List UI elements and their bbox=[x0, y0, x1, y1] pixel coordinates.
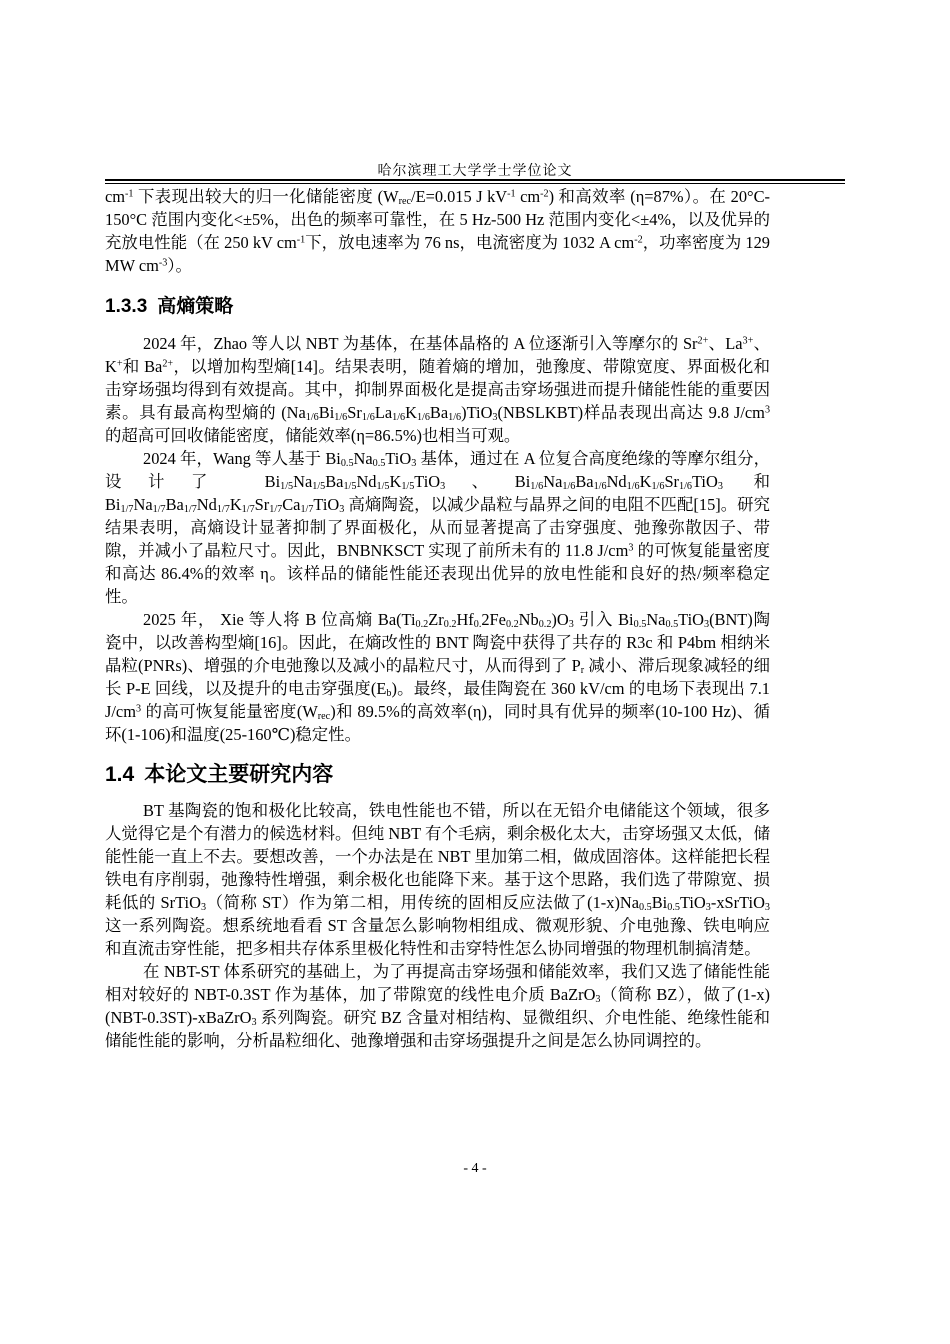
text-run: （简称 ST）作为第二相，用传统的固相反应法做了(1- bbox=[206, 893, 607, 912]
subscript: rec bbox=[398, 196, 411, 208]
subscript: 0. bbox=[473, 619, 482, 631]
text-run: η bbox=[472, 702, 482, 721]
superscript: 3+ bbox=[742, 335, 754, 347]
subscript: 1/7 bbox=[300, 504, 314, 516]
text-run: ) 和高效率 ( bbox=[548, 187, 636, 206]
paragraph bbox=[105, 799, 770, 960]
subscript: 1/6 bbox=[334, 412, 348, 424]
paragraph bbox=[105, 447, 770, 608]
text-run: 2025 年， Xie 等人将 B 位高熵 Ba(Ti bbox=[143, 610, 416, 629]
subscript: 1/7 bbox=[120, 504, 134, 516]
text-run: 的可恢复能量密度和高达 86.4%的效率 bbox=[105, 541, 770, 583]
subscript: 1/7 bbox=[152, 504, 166, 516]
text-run: 基体，通过在 A 位复合高度绝缘的等摩尔组分，设计了 Bi bbox=[105, 449, 770, 491]
text-run: Ba bbox=[429, 403, 449, 422]
text-run: η bbox=[356, 426, 365, 445]
subscript: 1/5 bbox=[280, 481, 294, 493]
text-run: )和 89.5%的高效率( bbox=[330, 702, 473, 721]
superscript: 3 bbox=[135, 703, 142, 715]
header-rule-thick bbox=[105, 179, 845, 181]
section-heading-1-3-3 bbox=[105, 294, 770, 320]
text-run: TiO bbox=[678, 610, 704, 629]
text-run: 、La bbox=[708, 334, 743, 353]
text-run: 2Fe bbox=[481, 610, 506, 629]
section-heading-1-4 bbox=[105, 761, 770, 789]
text-run: )，同时具有优异的频率(10-100 Hz)、循环(1-106)和温度(25-160℃)稳定性。 bbox=[105, 702, 770, 744]
subscript: 3 bbox=[339, 504, 345, 516]
text-run: BT 基陶瓷的饱和极化比较高，铁电性能也不错，所以在无铅介电储能这个领域，很多人觉得它是个有潜力的候选材料。但纯 NBT 有个毛病，剩余极化太大，击穿场强又太低，储能性能一直上不去。要想改善，一个办法是在 NBT 里加第二相，做成固溶体。这样能把长程铁电有序削弱，弛豫特性增强，剩余极化也能降下来。基于这个思路，我们选了带隙宽、损耗低的 SrTiO bbox=[105, 801, 770, 912]
section-title: 本论文主要研究内容 bbox=[144, 763, 334, 786]
subscript: 1/6 bbox=[593, 481, 607, 493]
subscript: 1/6 bbox=[392, 412, 406, 424]
superscript: 2+ bbox=[162, 358, 174, 370]
subscript: 0.5 bbox=[667, 902, 680, 914]
text-run: Na bbox=[133, 495, 153, 514]
text-run: Zr bbox=[428, 610, 444, 629]
subscript: 3 bbox=[764, 902, 770, 914]
text-run: (NBSLKBT)样品表现出高达 9.8 J/cm bbox=[497, 403, 765, 422]
text-run: K bbox=[389, 472, 402, 491]
text-run: cm bbox=[105, 187, 126, 206]
text-run: ，功率密度为 129 MW cm bbox=[105, 233, 771, 275]
text-run: 这一系列陶瓷。想系统地看看 ST 含量怎么影响物相组成、微观形貌、介电弛豫、铁电响应和直流击穿性能，把多相共存体系里极化特性和击穿特性怎么协同增强的物理机制搞清楚。 bbox=[105, 916, 770, 958]
text-run: Na bbox=[293, 472, 313, 491]
text-run: Ba bbox=[165, 495, 184, 514]
text-run: Na bbox=[543, 472, 563, 491]
subscript: 0.2 bbox=[538, 619, 552, 631]
subscript: 1/6 bbox=[448, 412, 462, 424]
text-run: 的高可恢复能量密度( bbox=[141, 702, 303, 721]
page-number: - 4 - bbox=[463, 1161, 487, 1176]
text-run: 、Bi bbox=[445, 472, 531, 491]
text-run: Sr bbox=[254, 495, 270, 514]
text-run: Nd bbox=[356, 472, 377, 491]
text-run: )。最终，最佳陶瓷在 360 kV/cm 的电场下表现出 7.1 J/cm bbox=[105, 679, 770, 721]
paragraph bbox=[105, 960, 770, 1052]
text-run: Ba bbox=[325, 472, 344, 491]
subscript: 1/7 bbox=[216, 504, 230, 516]
subscript: 3 bbox=[705, 902, 711, 914]
superscript: 2+ bbox=[697, 335, 709, 347]
text-run: η bbox=[260, 564, 269, 583]
subscript: 1/6 bbox=[651, 481, 665, 493]
subscript: 1/5 bbox=[401, 481, 415, 493]
section-number: 1.4 bbox=[105, 763, 135, 786]
text-run: 。该样品的储能性能还表现出优异的放电性能和良好的热/频率稳定性。 bbox=[105, 564, 770, 606]
subscript: 1/6 bbox=[679, 481, 692, 493]
text-run: Sr bbox=[347, 403, 362, 422]
text-run: cm bbox=[515, 187, 541, 206]
text-run: K bbox=[405, 403, 417, 422]
text-run: Nb bbox=[518, 610, 539, 629]
text-run: η bbox=[635, 187, 645, 206]
subscript: 0.5 bbox=[665, 619, 679, 631]
text-run: 下表现出较大的归一化储能密度 ( bbox=[133, 187, 384, 206]
paragraph bbox=[105, 332, 770, 447]
subscript: 1/7 bbox=[269, 504, 283, 516]
text-run: )TiO bbox=[461, 403, 493, 422]
superscript: 3 bbox=[628, 542, 634, 554]
subscript: 0.2 bbox=[415, 619, 429, 631]
text-run: =86.5%)也相当可观。 bbox=[364, 426, 521, 445]
subscript: r bbox=[580, 665, 585, 677]
superscript: -3 bbox=[158, 257, 168, 269]
superscript: -1 bbox=[296, 234, 306, 246]
paragraph bbox=[105, 608, 770, 746]
text-run: K bbox=[639, 472, 652, 491]
text-run: - bbox=[710, 893, 717, 912]
subscript: 1/6 bbox=[626, 481, 640, 493]
subscript: 3 bbox=[200, 902, 207, 914]
subscript: 0.2 bbox=[443, 619, 457, 631]
subscript: 3 bbox=[568, 619, 574, 631]
text-run: Bi bbox=[651, 893, 668, 912]
subscript: b bbox=[386, 688, 392, 700]
subscript: 3 bbox=[251, 1017, 257, 1029]
text-run: Hf bbox=[456, 610, 474, 629]
subscript: 0.5 bbox=[372, 458, 386, 470]
text-run: TiO bbox=[679, 893, 706, 912]
text-run: Na bbox=[353, 449, 373, 468]
text-run: 和 Bi bbox=[105, 472, 770, 514]
section-title: 高熵策略 bbox=[157, 296, 234, 317]
text-run: 高熵陶瓷，以减少晶粒与晶界之间的电阻不匹配[15]。研究结果表明，高熵设计显著抑制了界面极化，从而显著提高了击穿强度、弛豫弥散因子、带隙，并减小了晶粒尺寸。因此，BNBNKSCT 实现了前所未有的 11.8 J/cm bbox=[105, 495, 770, 560]
subscript: 1/5 bbox=[312, 481, 326, 493]
text-run: 、K bbox=[105, 334, 770, 376]
text-run: 的超高可回收储能密度，储能效率( bbox=[105, 426, 357, 445]
subscript: rec bbox=[317, 711, 331, 723]
subscript: 1/6 bbox=[305, 412, 319, 424]
text-run: 减小、滞后现象减轻的细长 bbox=[105, 656, 770, 698]
text-run: / bbox=[411, 187, 416, 206]
text-run: TiO bbox=[414, 472, 441, 491]
subscript: 3 bbox=[717, 481, 723, 493]
text-run: )O bbox=[551, 610, 569, 629]
subscript: 0.5 bbox=[633, 619, 647, 631]
text-run: Na bbox=[646, 610, 666, 629]
text-run: 和 Ba bbox=[122, 357, 163, 376]
subscript: 0.5 bbox=[340, 458, 354, 470]
text-run: )Na bbox=[614, 893, 640, 912]
text-run: W bbox=[302, 702, 318, 721]
text-run: P-E bbox=[125, 679, 151, 698]
text-run: 2024 年，Zhao 等人以 NBT 为基体，在基体晶格的 A 位逐渐引入等摩尔的 Sr bbox=[143, 334, 698, 353]
text-run: E bbox=[415, 187, 426, 206]
text-run: TiO bbox=[385, 449, 412, 468]
text-run: TiO bbox=[313, 495, 340, 514]
text-run: Bi bbox=[318, 403, 335, 422]
superscript: -1 bbox=[125, 188, 134, 200]
text-run: 系列陶瓷。研究 BZ 含量对相结构、显微组织、介电性能、绝缘性能和储能性能的影响，分析晶粒细化、弛豫增强和击穿场强提升之间是怎么协同调控的。 bbox=[105, 1008, 770, 1050]
subscript: 3 bbox=[703, 619, 710, 631]
subscript: 0.2 bbox=[505, 619, 519, 631]
text-run: 引入 Bi bbox=[573, 610, 634, 629]
text-run: x bbox=[716, 893, 725, 912]
text-run: （简称 BZ），做了(1-x)(NBT-0.3ST)-xBaZrO bbox=[105, 985, 770, 1027]
page-header: 哈尔滨理工大学学士学位论文 bbox=[377, 164, 573, 179]
text-run: =0.015 J kV bbox=[425, 187, 508, 206]
subscript: 1/7 bbox=[183, 504, 197, 516]
text-run: E bbox=[376, 679, 387, 698]
subscript: 3 bbox=[440, 481, 446, 493]
superscript: + bbox=[116, 358, 123, 370]
text-run: Ca bbox=[282, 495, 301, 514]
subscript: 1/6 bbox=[530, 481, 544, 493]
text-run: 2024 年，Wang 等人基于 Bi bbox=[143, 449, 341, 468]
subscript: 1/6 bbox=[416, 412, 430, 424]
subscript: 1/6 bbox=[361, 412, 375, 424]
superscript: 3 bbox=[764, 404, 771, 416]
text-run: P bbox=[571, 656, 581, 675]
subscript: 1/5 bbox=[376, 481, 390, 493]
header-rule-thin bbox=[105, 183, 845, 184]
subscript: 1/6 bbox=[562, 481, 576, 493]
text-run: ，以增加构型熵[14]。结果表明，随着熵的增加，弛豫度、带隙宽度、界面极化和击穿场强均得到有效提高。其中，抑制界面极化是提高击穿场强进而提升储能性能的重要因素。具有最高构型熵的 (Na bbox=[105, 357, 770, 422]
superscript: -2 bbox=[540, 188, 549, 200]
text-run: =87%）。在 20°C-150°C 范围内变化<±5%，出色的频率可靠性，在 5 Hz-500 Hz 范围内变化<±4%，以及优异的充放电性能（在 250 kV cm bbox=[105, 187, 770, 252]
text-run: Ba bbox=[575, 472, 594, 491]
text-run: Sr bbox=[664, 472, 680, 491]
subscript: 3 bbox=[411, 458, 417, 470]
text-run: W bbox=[383, 187, 399, 206]
text-run: La bbox=[374, 403, 393, 422]
paragraph bbox=[105, 185, 770, 277]
text-run: TiO bbox=[692, 472, 718, 491]
text-run: 在 NBT-ST 体系研究的基础上，为了再提高击穿场强和储能效率，我们又选了储能性能相对较好的 NBT-0.3ST 作为基体，加了带隙宽的线性电介质 BaZrO bbox=[105, 962, 770, 1004]
superscript: -1 bbox=[507, 188, 516, 200]
text-run: ）。 bbox=[167, 256, 192, 275]
text-run: 下，放电速率为 76 ns，电流密度为 1032 A cm bbox=[305, 233, 635, 252]
text-run: K bbox=[229, 495, 242, 514]
text-run: Nd bbox=[196, 495, 217, 514]
text-run: (BNT)陶瓷中，以改善构型熵[16]。因此，在熵改性的 BNT 陶瓷中获得了共存的 R3c 和 P4bm 相纳米晶粒(PNRs)、增强的介电弛豫以及减小的晶粒尺寸，从而得到了 bbox=[105, 610, 770, 675]
subscript: 3 bbox=[492, 412, 498, 424]
subscript: 1/5 bbox=[343, 481, 357, 493]
text-run: 回线，以及提升的电击穿强度( bbox=[150, 679, 377, 698]
section-number: 1.3.3 bbox=[105, 296, 148, 317]
subscript: 0.5 bbox=[639, 902, 652, 914]
text-run: x bbox=[606, 893, 615, 912]
text-run: SrTiO bbox=[724, 893, 765, 912]
superscript: -2 bbox=[634, 234, 643, 246]
subscript: 3 bbox=[595, 994, 601, 1006]
text-run: Nd bbox=[606, 472, 627, 491]
document-body bbox=[105, 185, 770, 1052]
subscript: 1/7 bbox=[241, 504, 255, 516]
